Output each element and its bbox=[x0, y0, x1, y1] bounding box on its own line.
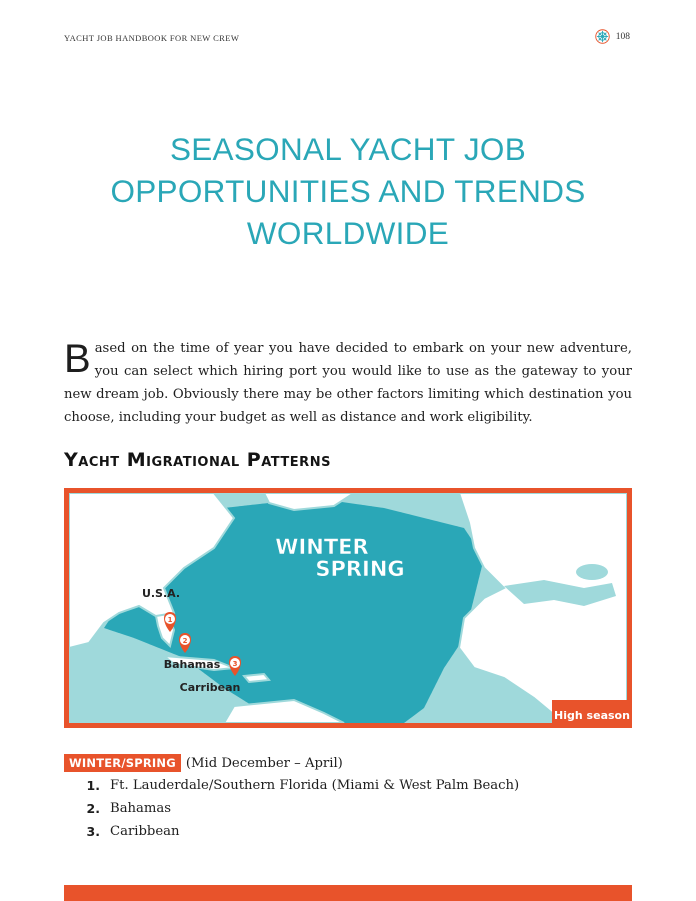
chapter-title bbox=[0, 128, 696, 254]
land-islands bbox=[244, 674, 269, 682]
map-usa-label: U.S.A. bbox=[141, 587, 181, 600]
map-season-label-winter: WINTER bbox=[275, 535, 369, 559]
chapter-title-line: WORLDWIDE bbox=[246, 215, 450, 251]
map-season-label-spring: SPRING bbox=[315, 557, 405, 581]
section-heading-text: Yacht Migrational Patterns bbox=[64, 449, 331, 471]
chapter-title-line: OPPORTUNITIES AND TRENDS bbox=[110, 173, 586, 209]
footer-bar bbox=[64, 885, 632, 901]
page-number: 108 bbox=[615, 31, 630, 42]
list-item-text: Bahamas bbox=[110, 801, 172, 816]
page-number-group bbox=[595, 29, 630, 44]
season-range: (Mid December – April) bbox=[185, 755, 343, 771]
port-list bbox=[64, 774, 632, 843]
drop-cap: B bbox=[64, 337, 91, 381]
section-heading bbox=[64, 449, 331, 471]
chapter-title-line: SEASONAL YACHT JOB bbox=[169, 131, 527, 167]
running-header: YACHT JOB HANDBOOK FOR NEW CREW bbox=[64, 33, 240, 43]
map-svg bbox=[64, 488, 632, 728]
list-item-number: 2. bbox=[86, 801, 100, 816]
intro-paragraph bbox=[64, 337, 632, 429]
season-badge: WINTER/SPRING bbox=[64, 754, 181, 772]
list-item-number: 3. bbox=[86, 824, 100, 839]
list-item-text: Caribbean bbox=[110, 824, 180, 839]
map-marker-3-number: 3 bbox=[232, 660, 238, 668]
map-caribbean-label: Carribean bbox=[179, 681, 241, 694]
intro-text: ased on the time of year you have decided to embark on your new adventure, you can select which hiring port you would like to use as the gateway to your new dream job. Obviously there may be other factors limiting which destination you choose, including your budget as well as distance and work eligibility. bbox=[64, 341, 632, 425]
ship-wheel-icon bbox=[595, 29, 610, 44]
map-marker-1-number: 1 bbox=[167, 616, 173, 624]
legend-high-season: High season bbox=[554, 709, 630, 722]
season-section bbox=[64, 752, 632, 843]
list-item bbox=[64, 797, 632, 820]
list-item bbox=[64, 774, 632, 797]
map-bahamas-label: Bahamas bbox=[163, 658, 221, 671]
list-item-number: 1. bbox=[86, 778, 100, 793]
list-item bbox=[64, 820, 632, 843]
list-item-text: Ft. Lauderdale/Southern Florida (Miami & West Palm Beach) bbox=[110, 778, 520, 793]
migration-map bbox=[64, 488, 632, 728]
season-heading-line bbox=[64, 752, 632, 774]
map-marker-2-number: 2 bbox=[182, 637, 188, 645]
inland-sea bbox=[576, 564, 608, 580]
